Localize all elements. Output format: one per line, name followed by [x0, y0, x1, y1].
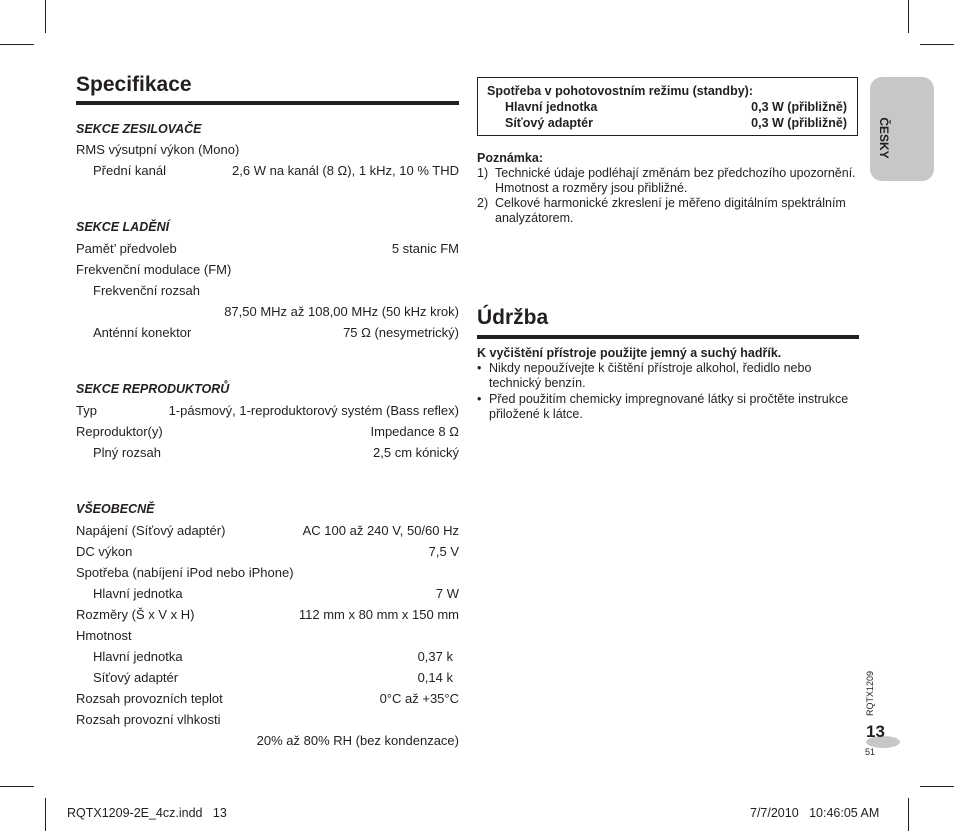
standby-label: Hlavní jednotka [505, 100, 598, 114]
note-item [477, 166, 859, 196]
spec-row [76, 562, 459, 583]
spec-value: 1-pásmový, 1-reproduktorový systém (Bass reflex) [168, 403, 459, 418]
standby-power-box [477, 77, 858, 136]
bullet-glyph: • [477, 392, 482, 406]
spec-row [76, 709, 459, 730]
crop-mark [0, 786, 34, 787]
spec-value: 2,5 cm kónický [373, 445, 459, 460]
spec-row [76, 541, 459, 562]
spec-label: Napájení (Síťový adaptér) [76, 523, 226, 538]
spec-label: Hmotnost [76, 628, 132, 643]
standby-label: Síťový adaptér [505, 116, 593, 130]
spec-label: Plný rozsah [93, 445, 161, 460]
crop-mark [908, 0, 909, 33]
maintenance-title: Údržba [477, 306, 549, 329]
spec-label: Frekvenční rozsah [93, 283, 200, 298]
spec-value: 87,50 MHz až 108,00 MHz (50 kHz krok) [224, 304, 459, 319]
spec-label: Síťový adaptér [93, 670, 179, 685]
speaker-section-heading: SEKCE REPRODUKTORŮ [76, 382, 230, 396]
maintenance-intro: K vyčištění přístroje použijte jemný a suchý hadřík. [477, 346, 782, 360]
spec-row [76, 667, 459, 688]
spec-row [76, 280, 459, 301]
spec-value: 0,14 k [417, 670, 453, 685]
page-number: 13 [866, 722, 885, 741]
spec-value: 0°C až +35°C [379, 691, 459, 706]
spec-row [76, 139, 459, 160]
spec-value: 5 stanic FM [391, 241, 459, 256]
spec-label: Rozměry (Š x V x H) [76, 607, 195, 622]
spec-label: Anténní konektor [93, 325, 192, 340]
note-heading: Poznámka: [477, 151, 543, 165]
spec-row [76, 625, 459, 646]
notes-block [477, 151, 859, 226]
spec-row [76, 301, 459, 322]
standby-value: 0,3 W (přibližně) [751, 116, 847, 130]
spec-label: Rozsah provozní vlhkosti [76, 712, 221, 727]
note-number: 2) [477, 196, 489, 210]
spec-label: Spotřeba (nabíjení iPod nebo iPhone) [76, 565, 294, 580]
note-text: Celkové harmonické zkreslení je měřeno digitálním spektrálním analyzátorem. [495, 196, 846, 225]
spec-row [76, 646, 459, 667]
note-text: Technické údaje podléhají změnám bez předchozího upozornění. [495, 166, 856, 180]
bullet-glyph: • [477, 361, 482, 375]
standby-row [487, 115, 847, 131]
general-section-heading: VŠEOBECNĚ [76, 502, 155, 516]
spec-row [76, 421, 459, 442]
crop-mark [908, 798, 909, 831]
spec-value: 75 Ω (nesymetrický) [343, 325, 459, 340]
spec-row [76, 322, 459, 343]
crop-mark [45, 0, 46, 33]
spec-row [76, 730, 459, 751]
note-number: 1) [477, 166, 489, 180]
spec-row [76, 442, 459, 463]
document-code-text: RQTX1209 [865, 670, 875, 716]
tuner-section-heading: SEKCE LADĚNÍ [76, 220, 170, 234]
spec-row [76, 238, 459, 259]
spec-row [76, 259, 459, 280]
crop-mark [920, 786, 954, 787]
standby-row [487, 99, 847, 115]
spec-row [76, 604, 459, 625]
spec-label: Hlavní jednotka [93, 586, 183, 601]
spec-value: Impedance 8 Ω [370, 424, 459, 439]
maintenance-bullet [477, 361, 859, 391]
spec-label: Hlavní jednotka [93, 649, 183, 664]
note-item [477, 196, 859, 226]
spec-label: Rozsah provozních teplot [76, 691, 223, 706]
page-number-small: 51 [865, 747, 876, 757]
standby-value: 0,3 W (přibližně) [751, 100, 847, 114]
crop-mark [920, 44, 954, 45]
standby-heading: Spotřeba v pohotovostním režimu (standby): [487, 84, 753, 98]
title-rule [477, 335, 859, 339]
bullet-text: Nikdy nepoužívejte k čištění přístroje alkohol, ředidlo nebo technický benzín. [489, 361, 812, 390]
specifications-column [76, 72, 459, 751]
spec-value: 0,37 k [417, 649, 453, 664]
spec-value: 2,6 W na kanál (8 Ω), 1 kHz, 10 % THD [232, 163, 459, 178]
spec-label: Pamět’ předvoleb [76, 241, 177, 256]
crop-mark [45, 798, 46, 831]
spec-value: 20% až 80% RH (bez kondenzace) [256, 733, 459, 748]
footer-file-name: RQTX1209-2E_4cz.indd 13 [67, 806, 227, 820]
title-rule [76, 101, 459, 105]
right-column [477, 72, 859, 422]
crop-mark [0, 44, 34, 45]
bullet-text: Před použitím chemicky impregnované látky si pročtěte instrukce přiložené k látce. [489, 392, 849, 421]
language-tab-text: ČESKY [877, 117, 891, 159]
specifications-title: Specifikace [76, 73, 192, 96]
spec-row [76, 400, 459, 421]
spec-row [76, 520, 459, 541]
spec-label: Typ [76, 403, 97, 418]
note-text: Hmotnost a rozměry jsou přibližné. [495, 181, 688, 195]
spec-label: Frekvenční modulace (FM) [76, 262, 232, 277]
spec-value: 7,5 V [428, 544, 459, 559]
spec-row [76, 688, 459, 709]
maintenance-bullet [477, 392, 859, 422]
footer-timestamp: 7/7/2010 10:46:05 AM [750, 806, 880, 820]
spec-value: 7 W [435, 586, 459, 601]
spec-value: AC 100 až 240 V, 50/60 Hz [302, 523, 459, 538]
spec-row [76, 160, 459, 181]
spec-label: DC výkon [76, 544, 133, 559]
spec-row [76, 583, 459, 604]
spec-label: RMS výsutpní výkon (Mono) [76, 142, 240, 157]
spec-label: Přední kanál [93, 163, 166, 178]
spec-label: Reproduktor(y) [76, 424, 163, 439]
spec-value: 112 mm x 80 mm x 150 mm [298, 607, 459, 622]
language-tab-label [874, 117, 894, 159]
amplifier-section-heading: SEKCE ZESILOVAČE [76, 122, 202, 136]
